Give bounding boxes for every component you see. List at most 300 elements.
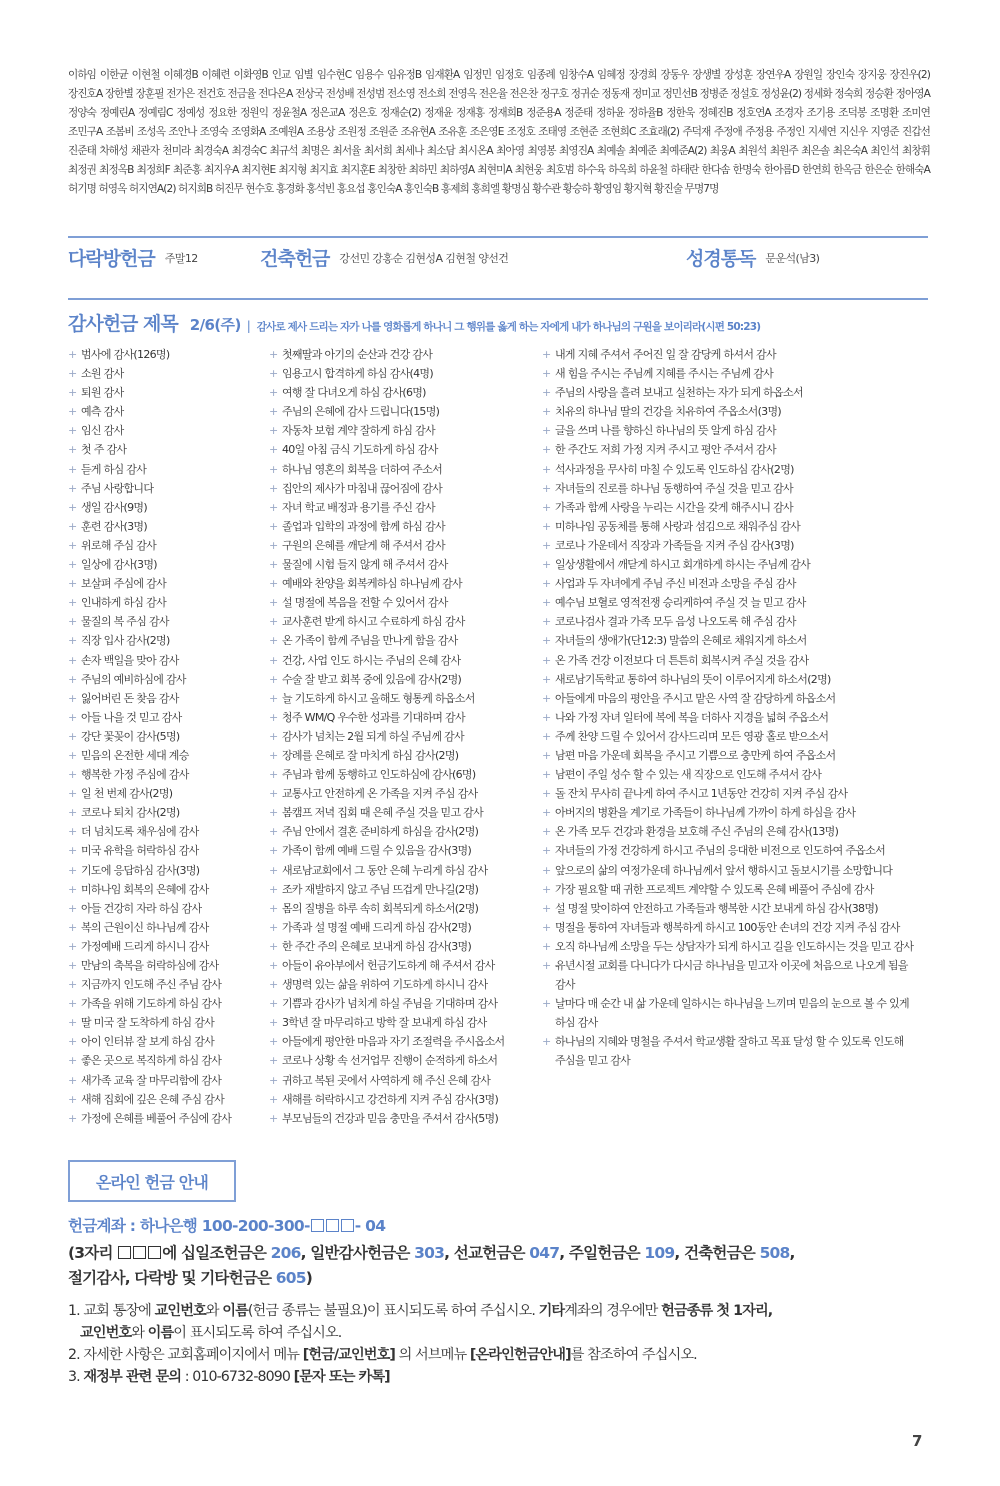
note-1-line-1 (68, 1300, 948, 1322)
thanks-list-item (542, 708, 926, 727)
thanks-list-item (68, 1071, 266, 1090)
code-text: (3자리 (68, 1244, 113, 1262)
plus-icon: + (68, 462, 77, 476)
note-emphasis: 이름 (222, 1303, 248, 1319)
thanks-list-item (269, 937, 537, 956)
plus-icon: + (269, 959, 278, 972)
thanks-item-text: 아버지의 병환을 계기로 가족들이 하나님께 가까이 하게 하심을 감사 (555, 806, 856, 820)
plus-icon: + (269, 577, 278, 591)
thanks-item-text: 코로나 상황 속 선거업무 진행이 순적하게 하소서 (282, 1054, 498, 1068)
plus-icon: + (269, 348, 278, 361)
offering-darakbang (68, 244, 198, 271)
thanks-list-item (542, 517, 926, 536)
offering-names: 문운석(남3) (765, 251, 820, 265)
thanks-list-item (542, 460, 926, 479)
mission-code: 047 (529, 1244, 560, 1262)
thanks-item-text: 온 가족 건강 이전보다 더 튼튼히 회복시켜 주실 것을 감사 (555, 653, 809, 667)
thanks-list-item (269, 612, 537, 631)
thanks-item-text: 한 주간도 저희 가정 지켜 주시고 평안 주셔서 감사 (555, 443, 776, 457)
code-text: , (789, 1244, 795, 1262)
thanks-list-item (542, 765, 926, 784)
note-text: 3. (68, 1369, 80, 1385)
thanks-item-text: 새로남기독학교 통하여 하나님의 뜻이 이루어지게 하소서(2명) (555, 672, 831, 686)
thanks-item-text: 새로남교회에서 그 동안 은혜 누리게 하심 감사 (282, 863, 488, 877)
thanks-list-item (269, 631, 537, 650)
code-text: , 일반감사헌금은 (300, 1244, 410, 1262)
thanks-list-item (68, 460, 266, 479)
thanks-list-item (542, 364, 926, 383)
thanks-item-text: 예측 감사 (81, 405, 124, 419)
plus-icon: + (68, 386, 77, 400)
plus-icon: + (269, 634, 278, 648)
thanks-list-item (542, 803, 926, 822)
plus-icon: + (542, 691, 551, 705)
thanks-list-item (542, 899, 926, 918)
thanks-item-text: 장례를 은혜로 잘 마치게 하심 감사(2명) (282, 748, 459, 762)
thanks-item-text: 첫째딸과 아기의 순산과 건강 감사 (282, 348, 433, 361)
thanks-list-item (68, 536, 266, 555)
plus-icon: + (68, 481, 77, 495)
plus-icon: + (542, 787, 551, 801)
thanks-item-text: 퇴원 감사 (81, 386, 124, 400)
blank-digit-box (341, 1219, 354, 1232)
thanks-list-item (269, 1090, 537, 1109)
thanks-list-item (542, 918, 926, 937)
note-text: : 010-6732-8090 (184, 1369, 291, 1385)
note-1-line-2 (68, 1322, 948, 1344)
thanks-list-item (542, 536, 926, 555)
thanks-item-text: 미국 유학을 허락하심 감사 (81, 844, 199, 858)
thanks-item-text: 첫 주 감사 (81, 443, 127, 457)
plus-icon: + (269, 367, 278, 381)
thanks-item-text: 복의 근원이신 하나님께 감사 (81, 920, 209, 934)
thanks-list-item (269, 1051, 537, 1070)
thanks-item-text: 행복한 가정 주심에 감사 (81, 768, 189, 782)
note-text: 를 참조하여 주십시오. (570, 1347, 697, 1363)
thanks-item-text: 수술 잘 받고 회복 중에 있음에 감사(2명) (282, 672, 462, 686)
thanks-item-text: 아들 건강히 자라 하심 감사 (81, 901, 202, 915)
account-prefix: 헌금계좌 : 하나은행 100-200-300- (68, 1217, 310, 1235)
thanks-list-item (68, 1032, 266, 1051)
plus-icon: + (269, 462, 278, 476)
thanks-verse: 감사로 제사 드리는 자가 나를 영화롭게 하나니 그 행위를 옳게 하는 자에게 내가 하나님의 구원을 보이리라(시편 50:23) (256, 321, 761, 333)
thanks-list-item (542, 631, 926, 650)
thanks-item-text: 인내하게 하심 감사 (81, 596, 167, 610)
thanks-item-text: 소원 감사 (81, 367, 124, 381)
thanks-item-text: 일 천 번제 감사(2명) (81, 787, 173, 801)
thanks-list-item (269, 593, 537, 612)
offering-names: 주말12 (164, 251, 198, 265)
note-emphasis: 재정부 관련 문의 (83, 1369, 182, 1385)
plus-icon: + (269, 768, 278, 782)
thanks-list-item (269, 555, 537, 574)
offering-title: 건축헌금 (260, 248, 330, 270)
thanks-list-item (68, 880, 266, 899)
thanks-item-text: 좋은 곳으로 복직하게 하심 감사 (81, 1054, 222, 1068)
plus-icon: + (68, 577, 77, 591)
thanks-list-item (269, 670, 537, 689)
thanks-item-text: 훈련 감사(3명) (81, 519, 147, 533)
thanks-item-text: 자녀 학교 배정과 용기를 주신 감사 (282, 500, 435, 514)
building-code: 508 (759, 1244, 790, 1262)
plus-icon: + (68, 787, 77, 801)
thanks-list-item (68, 670, 266, 689)
plus-icon: + (68, 558, 77, 572)
plus-icon: + (68, 1035, 77, 1049)
thanks-list-item (542, 994, 926, 1032)
thanks-list-item (269, 479, 537, 498)
thanks-item-text: 직장 입사 감사(2명) (81, 634, 170, 648)
sunday-code: 109 (644, 1244, 675, 1262)
thanks-item-text: 일상에 감사(3명) (81, 558, 157, 572)
thanks-list-item (542, 612, 926, 631)
thanks-item-text: 예배와 찬양을 회복케하심 하나님께 감사 (282, 577, 462, 591)
thanks-list-item (68, 841, 266, 860)
plus-icon: + (68, 348, 77, 361)
thanks-item-text: 남편이 주일 성수 할 수 있는 새 직장으로 인도해 주셔서 감사 (555, 768, 822, 782)
thanks-item-text: 교통사고 안전하게 온 가족을 지켜 주심 감사 (282, 787, 478, 801)
plus-icon: + (68, 729, 77, 743)
offering-title: 다락방헌금 (68, 248, 155, 270)
thanks-list-item (68, 479, 266, 498)
note-emphasis: 교인번호 (80, 1325, 132, 1341)
thanks-list-column-2 (269, 345, 537, 1128)
thanks-item-text: 보살펴 주심에 감사 (81, 577, 167, 591)
thanks-item-text: 유년시절 교회를 다니다가 다시금 하나님을 믿고자 이곳에 처음으로 나오게 됨을 감사 (555, 959, 908, 992)
plus-icon: + (68, 806, 77, 820)
thanks-item-text: 주님의 예비하심에 감사 (81, 672, 186, 686)
plus-icon: + (269, 672, 278, 686)
thanks-item-text: 생명력 있는 삶을 위하여 기도하게 하시니 감사 (282, 978, 488, 992)
offering-summary-row (68, 244, 928, 280)
thanks-item-text: 감사가 넘치는 2월 되게 하실 주님께 감사 (282, 729, 464, 743)
thanks-item-text: 아들 나을 것 믿고 감사 (81, 710, 182, 724)
plus-icon: + (542, 634, 551, 648)
thanks-item-text: 만남의 축복을 허락하심에 감사 (81, 959, 219, 972)
offering-code-line-2 (68, 1266, 948, 1288)
thanks-list-item (68, 1090, 266, 1109)
note-text: 2. 자세한 사항은 교회홈페이지에서 메뉴 (68, 1347, 300, 1363)
thanks-list-item (68, 1051, 266, 1070)
thanks-list-item (542, 822, 926, 841)
thanks-list-column-3 (542, 345, 926, 1071)
thanks-item-text: 미하나임 회복의 은혜에 감사 (81, 882, 209, 896)
etc-code: 605 (275, 1269, 306, 1287)
plus-icon: + (542, 729, 551, 743)
thanks-item-text: 더 넘치도록 채우심에 감사 (81, 825, 199, 839)
thanks-item-text: 기쁨과 감사가 넘치게 하실 주님을 기대하며 감사 (282, 997, 498, 1011)
note-emphasis: 교인번호 (154, 1303, 206, 1319)
thanks-list-item (542, 841, 926, 860)
plus-icon: + (542, 443, 551, 457)
thanks-item-text: 잃어버린 돈 찾음 감사 (81, 691, 179, 705)
thanks-item-text: 주님 안에서 결혼 준비하게 하심을 감사(2명) (282, 825, 479, 839)
thanks-list-item (68, 574, 266, 593)
thanks-list-item (269, 402, 537, 421)
thanks-list-item (68, 956, 266, 975)
thanks-item-text: 주께 찬양 드릴 수 있어서 감사드리며 모든 영광 홀로 받으소서 (555, 729, 829, 743)
thanks-item-text: 가족과 설 명절 예배 드리게 하심 감사(2명) (282, 920, 472, 934)
thanks-list-item (68, 727, 266, 746)
thanks-item-text: 자녀들의 진로를 하나님 동행하여 주실 것을 믿고 감사 (555, 481, 793, 495)
plus-icon: + (269, 997, 278, 1011)
thanks-list-item (269, 880, 537, 899)
thanks-list-item (542, 1032, 926, 1070)
plus-icon: + (68, 1092, 77, 1106)
plus-icon: + (68, 901, 77, 915)
plus-icon: + (68, 939, 77, 953)
thanks-list-item (269, 956, 537, 975)
thanks-list-item (68, 784, 266, 803)
section-divider-middle (68, 298, 928, 300)
plus-icon: + (269, 519, 278, 533)
thanks-item-text: 온 가족이 함께 주님을 만나게 함을 감사 (282, 634, 458, 648)
plus-icon: + (269, 901, 278, 915)
blank-digit-box (148, 1246, 161, 1259)
offering-title: 성경통독 (686, 248, 756, 270)
thanks-item-text: 건강, 사업 인도 하시는 주님의 은혜 감사 (282, 653, 461, 667)
plus-icon: + (68, 672, 77, 686)
thanks-item-text: 새 힘을 주시는 주님께 지혜를 주시는 주님께 감사 (555, 367, 774, 381)
plus-icon: + (542, 577, 551, 591)
thanks-item-text: 여행 잘 다녀오게 하심 감사(6명) (282, 386, 426, 400)
plus-icon: + (68, 691, 77, 705)
code-text: 절기감사, 다락방 및 기타헌금은 (68, 1269, 272, 1287)
plus-icon: + (269, 615, 278, 629)
plus-icon: + (269, 844, 278, 858)
thanks-list-item (542, 651, 926, 670)
thanks-list-item (269, 1032, 537, 1051)
thanks-item-text: 구원의 은혜를 깨닫게 해 주셔서 감사 (282, 538, 445, 552)
thanks-list-item (542, 689, 926, 708)
plus-icon: + (542, 405, 551, 419)
thanks-item-text: 집안의 제사가 마침내 끊어짐에 감사 (282, 481, 443, 495)
thanks-list-item (542, 574, 926, 593)
thanks-item-text: 물질의 복 주심 감사 (81, 615, 169, 629)
thanks-item-text: 코로나 퇴치 감사(2명) (81, 806, 180, 820)
thanks-item-text: 몸의 질병을 하루 속히 회복되게 하소서(2명) (282, 901, 479, 915)
plus-icon: + (68, 978, 77, 992)
thanks-list-item (68, 1109, 266, 1128)
thanks-item-text: 가족과 함께 사랑을 누리는 시간을 갖게 해주시니 감사 (555, 500, 793, 514)
thanks-item-text: 지금까지 인도해 주신 주님 감사 (81, 978, 222, 992)
plus-icon: + (542, 596, 551, 610)
thanks-item-text: 물질에 시험 들지 않게 해 주셔서 감사 (282, 558, 448, 572)
plus-icon: + (68, 1111, 77, 1125)
thanks-list-item (68, 937, 266, 956)
plus-icon: + (269, 481, 278, 495)
thanks-item-text: 아들이 유아부에서 헌금기도하게 해 주셔서 감사 (282, 959, 495, 972)
thanks-list-item (542, 555, 926, 574)
thanks-list-item (542, 784, 926, 803)
plus-icon: + (542, 939, 551, 953)
thanks-item-text: 코로나검사 결과 가족 모두 음성 나오도록 해 주심 감사 (555, 615, 796, 629)
thanks-list-item (542, 479, 926, 498)
thanks-list-item (269, 727, 537, 746)
plus-icon: + (542, 558, 551, 572)
code-text: , 주일헌금은 (559, 1244, 640, 1262)
thanks-item-text: 명절을 통하여 자녀들과 행복하게 하시고 100동안 손녀의 건강 지켜 주심 감사 (555, 920, 900, 934)
thanks-item-text: 남편 마음 가운데 회복을 주시고 기쁨으로 충만케 하여 주옵소서 (555, 748, 836, 762)
plus-icon: + (68, 367, 77, 381)
thanks-item-text: 글을 쓰며 나를 향하신 하나님의 뜻 알게 하심 감사 (555, 424, 776, 438)
plus-icon: + (542, 367, 551, 381)
thanks-item-text: 코로나 가운데서 직장과 가족들을 지켜 주심 감사(3명) (555, 538, 794, 552)
thanks-item-text: 날마다 매 순간 내 삶 가운데 일하시는 하나님을 느끼며 믿음의 눈으로 볼 수 있게 하심 감사 (555, 997, 909, 1030)
plus-icon: + (269, 710, 278, 724)
plus-icon: + (542, 615, 551, 629)
thanks-item-text: 석사과정을 무사히 마칠 수 있도록 인도하심 감사(2명) (555, 462, 794, 476)
thanks-list-item (269, 421, 537, 440)
note-text: 와 (205, 1303, 219, 1319)
plus-icon: + (269, 1054, 278, 1068)
thanks-list-item (269, 861, 537, 880)
thanks-list-item (269, 803, 537, 822)
blank-digit-box (133, 1246, 146, 1259)
thanks-item-text: 돌 잔치 무사히 끝나게 하여 주시고 1년동안 건강히 지켜 주심 감사 (555, 787, 848, 801)
donor-names-paragraph: 이하임 이한균 이현철 이혜경B 이혜련 이화영B 인교 임별 임수현C 임용수 임유정B 임재환A 임정민 임정호 임종례 임창수A 임혜정 장경희 장동우 장생별 장성훈 장연우A 장원일 장인숙 장지웅 장진우(2) 장진호A 장한별 장훈필 전가은 전건호 전금율 전다은A 전상국 전성배 전성범 전소영 전소희 전영옥 전은율 전은찬 정구호 정귀순 정동재 정미교 정민선B 정병준 정설호 정성윤(2) 정세화 정숙희 정승환 정아영A 정양숙 정예린A 정예림C 정예성 정요한 정원익 정윤철A 정은교A 정은호 정재순(2) 정재윤 정재홍 정재희B 정준용A 정준태 정하윤 정하율B 정한욱 정혜진B 정호연A 조경자 조기용 조덕봉 조명환 조미연 조민구A 조봄비 조성옥 조안나 조영숙 조영화A 조예원A 조용상 조원정 조원준 조유현A 조유훈 조은영E 조정호 조태영 조현준 조현희C 조효래(2) 주덕재 주정애 주정용 주정인 지세연 지신우 지영준 진갑선 진준태 차해성 채관자 천미라 최경숙A 최경숙C 최규석 최명은 최서율 최서희 최세나 최소담 최시온A 최아영 최영봉 최영진A 최예솔 최예준 최예준A(2) 최웅A 최원석 최원주 최은솔 최은숙A 최인석 최창휘 최정권 최정옥B 최정희F 최준홍 최지우A 최지현E 최지형 최지효 최지훈E 최창한 최하민 최하영A 최현미A 최현웅 최호범 하수육 하옥희 하윤철 하태란 한다솜 한명숙 한아름D 한연희 한옥금 한은순 한해숙A 허기명 허영옥 허지연A(2) 허지희B 허진무 현수호 홍경화 홍석빈 홍요섭 홍인숙A 홍인숙B 홍제희 홍희엘 황명심 황수관 황승하 황영임 황지혁 황진술 무명7명 (68, 69, 930, 195)
thanks-item-text: 주님 사랑합니다 (81, 481, 154, 495)
thanks-item-text: 자녀들의 생애가(단12:3) 말씀의 은혜로 채워지게 하소서 (555, 634, 807, 648)
thanks-item-text: 치유의 하나님 딸의 건강을 치유하여 주옵소서(3명) (555, 405, 781, 419)
thanks-item-text: 하나님의 지혜와 명철을 주셔서 학교생활 잘하고 목표 달성 할 수 있도록 인도해 주심을 믿고 감사 (555, 1035, 904, 1068)
plus-icon: + (542, 748, 551, 762)
thanks-item-text: 오직 하나님께 소망을 두는 상담자가 되게 하시고 길을 인도하시는 것을 믿고 감사 (555, 939, 914, 953)
thanks-list-column-1 (68, 345, 266, 1128)
thanks-list-item (542, 440, 926, 459)
plus-icon: + (269, 443, 278, 457)
thanks-list-item (542, 727, 926, 746)
thanks-list-item (542, 861, 926, 880)
thanks-list-item (68, 345, 266, 364)
plus-icon: + (542, 825, 551, 839)
thanks-list-item (269, 899, 537, 918)
thanks-list-item (542, 402, 926, 421)
thanks-item-text: 조카 재발하지 않고 주님 뜨겁게 만나길(2명) (282, 882, 479, 896)
plus-icon: + (68, 653, 77, 667)
code-text: 에 십일조헌금은 (162, 1244, 267, 1262)
thanks-list-item (68, 440, 266, 459)
plus-icon: + (542, 672, 551, 686)
plus-icon: + (542, 882, 551, 896)
plus-icon: + (68, 825, 77, 839)
plus-icon: + (269, 500, 278, 514)
thanks-item-text: 내게 지혜 주셔서 주어진 일 잘 감당케 하셔서 감사 (555, 348, 776, 361)
thanks-list-item (68, 517, 266, 536)
thanks-item-text: 부모님들의 건강과 믿음 충만을 주셔서 감사(5명) (282, 1111, 499, 1125)
thanks-date: 2/6(주) (189, 316, 241, 334)
thanks-item-text: 설 명절에 복음을 전할 수 있어서 감사 (282, 596, 448, 610)
plus-icon: + (542, 462, 551, 476)
plus-icon: + (68, 634, 77, 648)
thanks-offering-header (68, 309, 938, 336)
thanks-item-text: 설 명절 맞이하여 안전하고 가족들과 행복한 시간 보내게 하심 감사(38명) (555, 901, 878, 915)
online-offering-title-box: 온라인 헌금 안내 (68, 1160, 236, 1202)
thanks-list-item (542, 421, 926, 440)
plus-icon: + (269, 424, 278, 438)
thanks-item-text: 하나님 영혼의 회복을 더하여 주소서 (282, 462, 443, 476)
thanks-list-item (269, 918, 537, 937)
thanks-list-item (269, 975, 537, 994)
plus-icon: + (68, 596, 77, 610)
plus-icon: + (269, 691, 278, 705)
thanks-list-item (68, 994, 266, 1013)
plus-icon: + (269, 538, 278, 552)
thanks-list-item (269, 708, 537, 727)
plus-icon: + (68, 844, 77, 858)
plus-icon: + (542, 863, 551, 877)
plus-icon: + (269, 825, 278, 839)
plus-icon: + (68, 405, 77, 419)
thanks-item-text: 가족이 함께 예배 드릴 수 있음을 감사(3명) (282, 844, 472, 858)
note-text: 계좌의 경우에만 (564, 1303, 658, 1319)
code-text: ) (305, 1269, 313, 1287)
thanks-list-item (542, 937, 926, 956)
plus-icon: + (542, 519, 551, 533)
plus-icon: + (269, 1035, 278, 1049)
plus-icon: + (542, 959, 551, 972)
thanks-list-item (68, 975, 266, 994)
thanks-item-text: 임신 감사 (81, 424, 124, 438)
thanks-item-text: 주님의 은혜에 감사 드립니다(15명) (282, 405, 440, 419)
thanks-list-item (68, 803, 266, 822)
thanks-list-item (269, 651, 537, 670)
thanks-item-text: 아들에게 마음의 평안을 주시고 맡은 사역 잘 감당하게 하옵소서 (555, 691, 836, 705)
thanks-list-item (68, 402, 266, 421)
thanks-list-item (269, 1013, 537, 1032)
plus-icon: + (542, 844, 551, 858)
thanks-list-item (68, 383, 266, 402)
thanks-item-text: 딸 미국 잘 도착하게 하심 감사 (81, 1016, 215, 1030)
plus-icon: + (542, 710, 551, 724)
note-emphasis: [헌금/교인번호] (302, 1347, 395, 1363)
note-emphasis: 헌금종류 첫 1자리, (661, 1303, 773, 1319)
thanks-item-text: 아들에게 평안한 마음과 자기 조절력을 주시옵소서 (282, 1035, 505, 1049)
thanks-item-text: 미하나임 공동체를 통해 사랑과 섬김으로 채워주심 감사 (555, 519, 801, 533)
plus-icon: + (542, 901, 551, 915)
plus-icon: + (68, 997, 77, 1011)
thanks-item-text: 주님의 사랑을 흘려 보내고 실천하는 자가 되게 하옵소서 (555, 386, 803, 400)
thanks-item-text: 나와 가정 자녀 일터에 복에 복을 더하사 지경을 넓혀 주옵소서 (555, 710, 829, 724)
account-number-line (68, 1214, 948, 1236)
thanks-list-item (542, 956, 926, 994)
plus-icon: + (68, 500, 77, 514)
offering-building (260, 244, 508, 271)
plus-icon: + (269, 596, 278, 610)
plus-icon: + (68, 959, 77, 972)
note-3 (68, 1366, 948, 1388)
thanks-list-item (68, 651, 266, 670)
plus-icon: + (269, 386, 278, 400)
thanks-list-item (68, 899, 266, 918)
thanks-item-text: 늘 기도하게 하시고 올해도 형통케 하옵소서 (282, 691, 475, 705)
blank-digit-box (326, 1219, 339, 1232)
thanks-list-item (269, 517, 537, 536)
thanks-list-item (269, 1109, 537, 1128)
page-number: 7 (912, 1432, 923, 1450)
section-divider-top (68, 236, 928, 238)
plus-icon: + (542, 500, 551, 514)
thanks-item-text: 위로해 주심 감사 (81, 538, 157, 552)
thanks-list-item (269, 994, 537, 1013)
header-separator: | (246, 319, 251, 333)
thanks-item-text: 한 주간 주의 은혜로 보내게 하심 감사(3명) (282, 939, 472, 953)
thanks-list-item (542, 593, 926, 612)
thanks-list-item (269, 784, 537, 803)
thanks-item-text: 아이 인터뷰 잘 보게 하심 감사 (81, 1035, 215, 1049)
thanks-list-item (68, 421, 266, 440)
thanks-list-item (269, 460, 537, 479)
